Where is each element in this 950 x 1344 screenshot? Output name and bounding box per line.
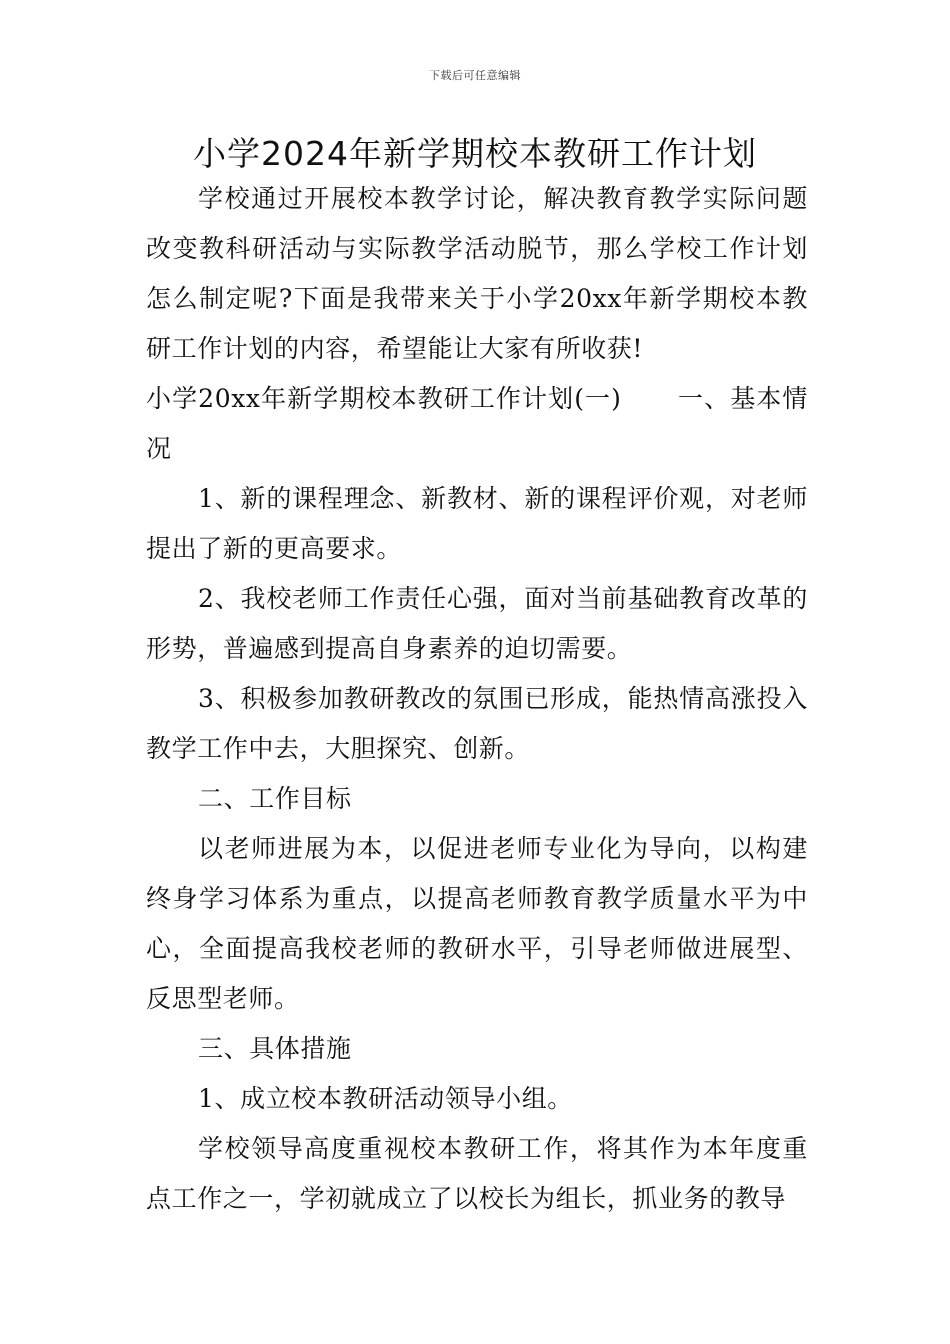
intro-paragraph: 学校通过开展校本教学讨论，解决教育教学实际问题改变教科研活动与实际教学活动脱节，那么学校工作计划怎么制定呢?下面是我带来关于小学20xx年新学期校本教研工作计划的内容，希望能让大家有所收获! bbox=[146, 184, 808, 363]
section2-heading: 二、工作目标 bbox=[198, 784, 352, 813]
section3-heading: 三、具体措施 bbox=[198, 1034, 352, 1063]
list-item: 3、积极参加教研教改的氛围已形成，能热情高涨投入教学工作中去，大胆探究、创新。 bbox=[146, 684, 808, 763]
section1-heading: 一、基本情况 bbox=[146, 384, 808, 463]
list-item: 2、我校老师工作责任心强，面对当前基础教育改革的形势，普遍感到提高自身素养的迫切需要。 bbox=[146, 584, 808, 663]
measure-item: 1、成立校本教研活动领导小组。 bbox=[198, 1084, 573, 1113]
document-title: 小学2024年新学期校本教研工作计划 bbox=[193, 134, 757, 173]
document-body bbox=[146, 174, 808, 1224]
header-note: 下载后可任意编辑 bbox=[429, 69, 521, 82]
plan-heading: 小学20xx年新学期校本教研工作计划(一) bbox=[146, 384, 622, 413]
list-item: 1、新的课程理念、新教材、新的课程评价观，对老师提出了新的更高要求。 bbox=[146, 484, 808, 563]
goal-paragraph: 以老师进展为本，以促进老师专业化为导向，以构建终身学习体系为重点，以提高老师教育教学质量水平为中心，全面提高我校老师的教研水平，引导老师做进展型、反思型老师。 bbox=[146, 834, 808, 1013]
measure-paragraph: 学校领导高度重视校本教研工作，将其作为本年度重点工作之一，学初就成立了以校长为组长，抓业务的教导 bbox=[146, 1134, 808, 1213]
plan-heading-line bbox=[146, 374, 808, 474]
